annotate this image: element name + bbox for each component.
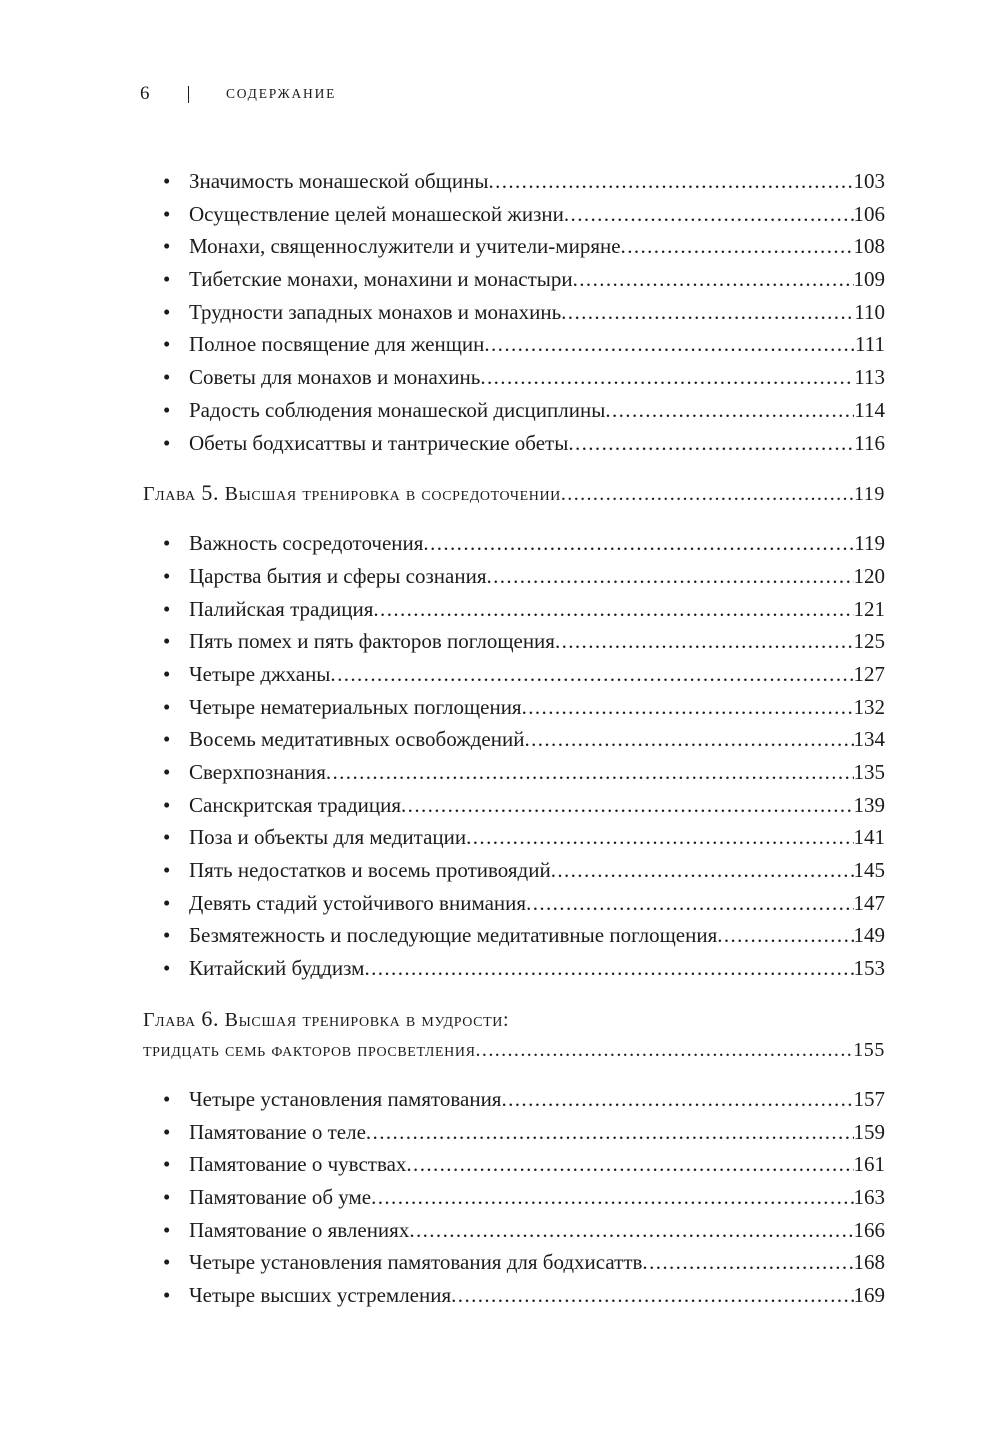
bullet-icon: • bbox=[163, 760, 171, 784]
bullet-icon: • bbox=[163, 792, 171, 817]
dot-leader bbox=[480, 361, 854, 394]
toc-entry-title: Четыре нематериальных поглощения bbox=[189, 694, 522, 719]
toc-entry[interactable] bbox=[143, 263, 885, 296]
toc-entry-title: Советы для монахов и монахинь bbox=[189, 365, 481, 390]
toc-entry-page: 163 bbox=[853, 1184, 885, 1209]
toc-entry[interactable] bbox=[143, 919, 885, 952]
toc-entry-page: 159 bbox=[853, 1119, 885, 1144]
dot-leader bbox=[406, 1148, 853, 1181]
toc-entry-title: Четыре джханы bbox=[189, 661, 331, 686]
dot-leader bbox=[526, 887, 853, 920]
bullet-icon: • bbox=[163, 1184, 171, 1209]
table-of-contents bbox=[143, 165, 885, 1312]
bullet-icon: • bbox=[163, 1282, 171, 1307]
toc-group-chapter5-items bbox=[143, 527, 885, 985]
toc-entry[interactable] bbox=[143, 691, 885, 724]
toc-entry-title: Четыре установления памятования для бодхисаттв bbox=[189, 1250, 643, 1275]
toc-entry-title: Тибетские монахи, монахини и монастыри bbox=[189, 267, 573, 292]
chapter-label: Глава bbox=[143, 483, 196, 506]
toc-entry-title: Пять недостатков и восемь противоядий bbox=[189, 858, 551, 883]
toc-entry-title: Санскритская традиция bbox=[189, 792, 402, 817]
bullet-icon: • bbox=[163, 397, 171, 422]
dot-leader bbox=[466, 821, 853, 854]
toc-entry[interactable] bbox=[143, 427, 885, 460]
bullet-icon: • bbox=[163, 629, 171, 654]
toc-entry-page: 168 bbox=[853, 1250, 885, 1275]
bullet-icon: • bbox=[163, 1086, 171, 1111]
dot-leader bbox=[561, 296, 854, 329]
toc-entry[interactable] bbox=[143, 1181, 885, 1214]
toc-entry-title: Памятование о чувствах bbox=[189, 1152, 407, 1177]
toc-entry-page: 134 bbox=[853, 727, 885, 752]
toc-entry[interactable] bbox=[143, 723, 885, 756]
dot-leader bbox=[564, 198, 854, 231]
toc-entry-title: Сверхпознания bbox=[189, 760, 326, 784]
toc-entry-title: Четыре высших устремления bbox=[189, 1282, 452, 1307]
dot-leader bbox=[366, 1116, 854, 1149]
chapter-page: 155 bbox=[853, 1038, 885, 1061]
bullet-icon: • bbox=[163, 596, 171, 621]
toc-entry-title: Поза и объекты для медитации bbox=[189, 825, 467, 850]
toc-entry-page: 149 bbox=[853, 923, 885, 948]
toc-group-chapter6-items bbox=[143, 1083, 885, 1312]
dot-leader bbox=[364, 952, 853, 985]
toc-entry[interactable] bbox=[143, 165, 885, 198]
toc-entry-title: Памятование о явлениях bbox=[189, 1217, 410, 1242]
dot-leader bbox=[451, 1279, 853, 1312]
bullet-icon: • bbox=[163, 1250, 171, 1275]
dot-leader bbox=[409, 1214, 853, 1247]
dot-leader bbox=[476, 1035, 854, 1065]
toc-entry-page: 141 bbox=[853, 825, 885, 850]
toc-entry[interactable] bbox=[143, 1116, 885, 1149]
bullet-icon: • bbox=[163, 923, 171, 948]
toc-entry-page: 111 bbox=[855, 332, 885, 357]
dot-leader bbox=[326, 756, 854, 789]
toc-entry-page: 114 bbox=[854, 397, 885, 422]
toc-entry[interactable] bbox=[143, 1246, 885, 1279]
dot-leader bbox=[501, 1083, 853, 1116]
toc-entry-title: Пять помех и пять факторов поглощения bbox=[189, 629, 555, 654]
toc-entry[interactable] bbox=[143, 1214, 885, 1247]
bullet-icon: • bbox=[163, 563, 171, 588]
toc-entry-page: 108 bbox=[853, 234, 885, 259]
dot-leader bbox=[717, 919, 853, 952]
chapter-label: Глава bbox=[143, 1008, 196, 1031]
toc-entry-title: Радость соблюдения монашеской дисциплины bbox=[189, 397, 606, 422]
toc-entry[interactable] bbox=[143, 789, 885, 822]
dot-leader bbox=[371, 1181, 853, 1214]
toc-entry-title: Важность сосредоточения bbox=[189, 531, 424, 556]
toc-entry[interactable] bbox=[143, 230, 885, 263]
bullet-icon: • bbox=[163, 1152, 171, 1177]
dot-leader bbox=[330, 658, 853, 691]
toc-entry-title: Значимость монашеской общины bbox=[189, 169, 489, 193]
bullet-icon: • bbox=[163, 201, 171, 226]
toc-entry-page: 119 bbox=[854, 531, 885, 556]
bullet-icon: • bbox=[163, 365, 171, 390]
dot-leader bbox=[522, 691, 854, 724]
chapter-number: 6. bbox=[201, 1005, 220, 1031]
toc-entry-page: 145 bbox=[853, 858, 885, 883]
toc-entry-title: Восемь медитативных освобождений bbox=[189, 727, 525, 752]
dot-leader bbox=[373, 593, 853, 626]
toc-entry-title: Монахи, священнослужители и учители-миряне bbox=[189, 234, 621, 259]
bullet-icon: • bbox=[163, 531, 171, 556]
toc-entry-page: 132 bbox=[853, 694, 885, 719]
toc-entry-title: Китайский буддизм bbox=[189, 956, 365, 981]
bullet-icon: • bbox=[163, 956, 171, 981]
toc-entry-page: 109 bbox=[853, 267, 885, 292]
toc-entry[interactable] bbox=[143, 560, 885, 593]
toc-entry[interactable] bbox=[143, 198, 885, 231]
toc-entry-page: 166 bbox=[853, 1217, 885, 1242]
page-number: 6 bbox=[140, 83, 150, 104]
dot-leader bbox=[484, 328, 855, 361]
toc-entry[interactable] bbox=[143, 952, 885, 985]
toc-entry-title: Памятование об уме bbox=[189, 1184, 372, 1209]
bullet-icon: • bbox=[163, 694, 171, 719]
toc-entry-title: Четыре установления памятования bbox=[189, 1086, 502, 1111]
toc-entry-page: 157 bbox=[853, 1086, 885, 1111]
bullet-icon: • bbox=[163, 1217, 171, 1242]
dot-leader bbox=[621, 230, 854, 263]
toc-entry-page: 110 bbox=[854, 299, 885, 324]
chapter-5-heading[interactable] bbox=[143, 478, 885, 509]
toc-entry[interactable] bbox=[143, 593, 885, 626]
bullet-icon: • bbox=[163, 1119, 171, 1144]
toc-entry-page: 113 bbox=[854, 365, 885, 390]
toc-entry-title: Трудности западных монахов и монахинь bbox=[189, 299, 562, 324]
toc-entry[interactable] bbox=[143, 625, 885, 658]
bullet-icon: • bbox=[163, 430, 171, 455]
toc-entry-title: Девять стадий устойчивого внимания bbox=[189, 890, 527, 915]
dot-leader bbox=[573, 263, 854, 296]
dot-leader bbox=[551, 854, 854, 887]
toc-entry-page: 139 bbox=[853, 792, 885, 817]
dot-leader bbox=[568, 427, 854, 460]
toc-entry[interactable] bbox=[143, 821, 885, 854]
toc-entry-title: Памятование о теле bbox=[189, 1119, 366, 1144]
toc-entry[interactable] bbox=[143, 1279, 885, 1312]
toc-entry[interactable] bbox=[143, 296, 885, 329]
chapter-title: Высшая тренировка в сосредоточении bbox=[224, 483, 561, 506]
chapter-title-line2: тридцать семь факторов просветления bbox=[143, 1038, 476, 1061]
toc-entry[interactable] bbox=[143, 1083, 885, 1116]
toc-entry-page: 127 bbox=[853, 661, 885, 686]
bullet-icon: • bbox=[163, 234, 171, 259]
toc-entry-page: 161 bbox=[853, 1152, 885, 1177]
chapter-6-heading[interactable] bbox=[143, 1004, 885, 1065]
toc-entry-page: 103 bbox=[853, 169, 885, 193]
section-title: СОДЕРЖАНИЕ bbox=[226, 86, 337, 101]
toc-entry-page: 135 bbox=[853, 760, 885, 784]
dot-leader bbox=[401, 789, 853, 822]
dot-leader bbox=[605, 394, 854, 427]
dot-leader bbox=[524, 723, 853, 756]
bullet-icon: • bbox=[163, 299, 171, 324]
dot-leader bbox=[561, 479, 854, 509]
toc-entry-title: Царства бытия и сферы сознания bbox=[189, 563, 487, 588]
toc-entry-page: 106 bbox=[853, 201, 885, 226]
toc-entry[interactable] bbox=[143, 361, 885, 394]
toc-entry-title: Осуществление целей монашеской жизни bbox=[189, 201, 564, 226]
toc-entry-page: 125 bbox=[853, 629, 885, 654]
dot-leader bbox=[555, 625, 854, 658]
chapter-page: 119 bbox=[853, 483, 885, 506]
bullet-icon: • bbox=[163, 169, 171, 193]
toc-entry-page: 121 bbox=[853, 596, 885, 621]
toc-entry-page: 153 bbox=[853, 956, 885, 981]
bullet-icon: • bbox=[163, 890, 171, 915]
chapter-number: 5. bbox=[201, 480, 220, 506]
toc-entry-page: 169 bbox=[853, 1282, 885, 1307]
bullet-icon: • bbox=[163, 661, 171, 686]
toc-entry[interactable] bbox=[143, 527, 885, 560]
bullet-icon: • bbox=[163, 858, 171, 883]
toc-entry[interactable] bbox=[143, 658, 885, 691]
toc-entry-page: 116 bbox=[854, 430, 885, 455]
toc-entry-title: Палийская традиция bbox=[189, 596, 374, 621]
bullet-icon: • bbox=[163, 332, 171, 357]
toc-group-chapter4-items bbox=[143, 165, 885, 459]
toc-entry[interactable] bbox=[143, 1148, 885, 1181]
toc-entry-page: 120 bbox=[853, 563, 885, 588]
toc-entry[interactable] bbox=[143, 854, 885, 887]
dot-leader bbox=[423, 527, 854, 560]
running-head bbox=[140, 82, 336, 106]
toc-entry-page: 147 bbox=[853, 890, 885, 915]
bullet-icon: • bbox=[163, 825, 171, 850]
toc-entry[interactable] bbox=[143, 756, 885, 789]
header-separator bbox=[188, 86, 189, 103]
bullet-icon: • bbox=[163, 727, 171, 752]
toc-entry[interactable] bbox=[143, 394, 885, 427]
dot-leader bbox=[486, 560, 853, 593]
dot-leader bbox=[642, 1246, 853, 1279]
toc-entry[interactable] bbox=[143, 887, 885, 920]
toc-entry-title: Безмятежность и последующие медитативные поглощения bbox=[189, 923, 718, 948]
toc-entry[interactable] bbox=[143, 328, 885, 361]
dot-leader bbox=[488, 165, 853, 198]
bullet-icon: • bbox=[163, 267, 171, 292]
toc-entry-title: Полное посвящение для женщин bbox=[189, 332, 485, 357]
chapter-title-line1: Высшая тренировка в мудрости: bbox=[224, 1008, 510, 1031]
toc-entry-title: Обеты бодхисаттвы и тантрические обеты bbox=[189, 430, 569, 455]
